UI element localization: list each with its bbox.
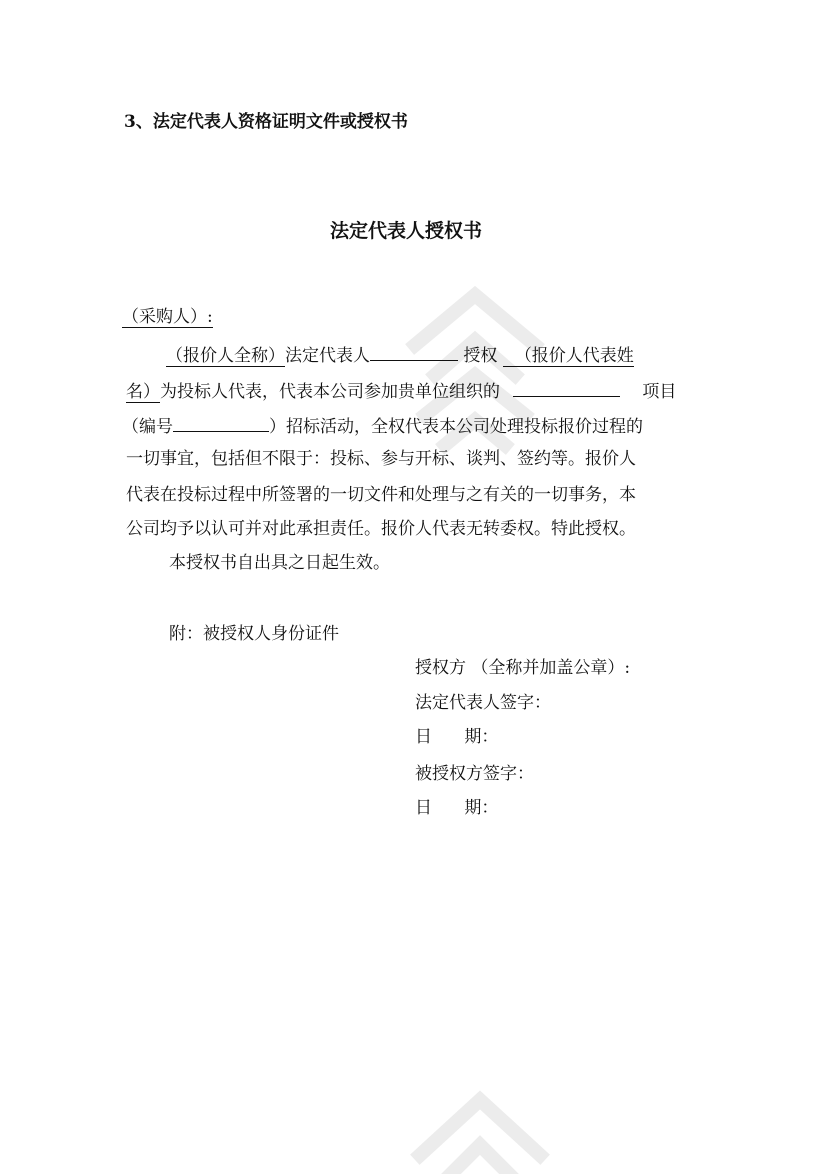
legal-rep-name-blank	[370, 341, 458, 361]
addressee: （采购人）:	[122, 307, 213, 327]
project-number-blank	[173, 412, 269, 432]
bidder-full-name-field: （报价人全称）	[166, 346, 285, 366]
body-line-2: 名）为投标人代表，代表本公司参加贵单位组织的 项目	[126, 377, 676, 404]
body-line-4: 一切事宜，包括但不限于：投标、参与开标、谈判、签约等。报价人	[126, 449, 636, 469]
grantee-signature-line: 被授权方签字：	[415, 764, 534, 784]
bidder-rep-name-field-2: 名）	[126, 382, 160, 402]
grantor-line: 授权方 （全称并加盖公章）:	[415, 658, 631, 678]
body-line-5: 代表在投标过程中所签署的一切文件和处理与之有关的一切事务，本	[126, 485, 636, 505]
body-line-7: 本授权书自出具之日起生效。	[169, 553, 390, 573]
bidder-rep-name-field-1: （报价人代表姓	[503, 346, 634, 367]
section-heading: 3、法定代表人资格证明文件或授权书	[124, 112, 408, 132]
body-line-1: （报价人全称）法定代表人 授权 （报价人代表姓	[166, 341, 634, 368]
body-line-6: 公司均予以认可并对此承担责任。报价人代表无转委权。特此授权。	[126, 519, 636, 539]
attachment-note: 附：被授权人身份证件	[169, 624, 339, 644]
addressee-line	[122, 305, 213, 329]
body-line-3: （编号 ）招标活动，全权代表本公司处理投标报价过程的	[122, 412, 643, 439]
date-line-1: 日 期：	[415, 727, 499, 747]
watermark-bottom	[400, 1085, 560, 1174]
document-title: 法定代表人授权书	[330, 220, 483, 242]
project-name-blank	[513, 377, 620, 397]
legal-rep-signature-line: 法定代表人签字：	[415, 693, 551, 713]
date-line-2: 日 期：	[415, 798, 499, 818]
